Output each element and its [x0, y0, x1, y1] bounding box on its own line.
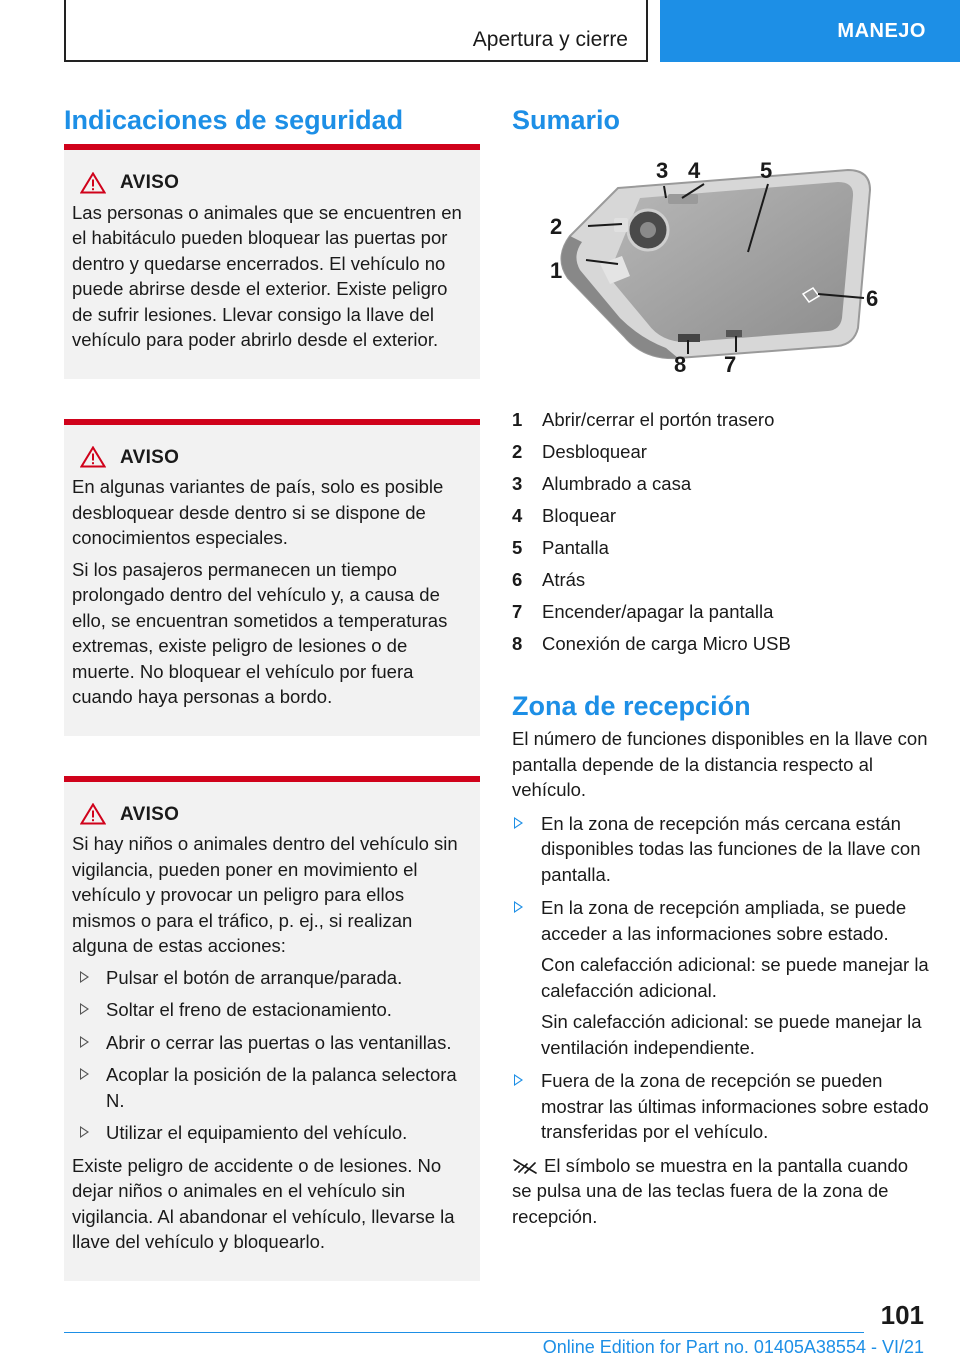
legend-number: 3: [512, 473, 523, 494]
list-item-text: Fuera de la zona de recepción se pueden mostrar las últimas informaciones sobre estado transferidas por el vehículo.: [541, 1070, 929, 1142]
bullet-triangle-icon: [80, 1126, 89, 1138]
callout-7: 7: [724, 352, 737, 377]
summary-heading: Sumario: [512, 105, 621, 135]
warning-triangle-icon: [80, 803, 106, 825]
legend-text: Alumbrado a casa: [542, 473, 692, 494]
section-title: Apertura y cierre: [472, 28, 628, 51]
legend-text: Encender/apagar la pantalla: [542, 601, 774, 622]
callout-2: 2: [550, 214, 563, 239]
warning-header: [80, 445, 472, 471]
no-signal-icon: [512, 1158, 538, 1174]
legend-row: [512, 532, 932, 564]
legend-row: [512, 436, 932, 468]
callout-4: 4: [688, 158, 701, 183]
chapter-label: MANEJO: [837, 19, 926, 42]
warning-text: Existe peligro de accidente o de lesiones. No dejar niños o animales en el vehículo sin vigilancia. Al abandonar el vehículo, llevarse la llave del vehículo y bloquearlo.: [72, 1154, 455, 1252]
legend-number: 2: [512, 441, 523, 462]
warning-box-1: [64, 144, 480, 379]
list-subparagraph: Sin calefacción adicional: se puede manejar la ventilación independiente.: [541, 1011, 922, 1058]
legend-number: 6: [512, 569, 523, 590]
legend-text: Conexión de carga Micro USB: [542, 633, 791, 654]
list-item-text: Pulsar el botón de arranque/parada.: [106, 966, 403, 988]
legend-number: 7: [512, 601, 523, 622]
warning-box-2: [64, 419, 480, 736]
legend-number: 4: [512, 505, 523, 526]
bullet-triangle-icon: [514, 901, 523, 913]
warning-label: AVISO: [120, 172, 180, 193]
bullet-triangle-icon: [514, 817, 523, 829]
legend-row: [512, 404, 932, 436]
left-column: [64, 100, 480, 1281]
list-item: [72, 1030, 472, 1056]
callout-1: 1: [550, 258, 563, 283]
callout-5: 5: [760, 158, 773, 183]
bullet-triangle-icon: [80, 1036, 89, 1048]
callout-6: 6: [866, 286, 879, 311]
warning-text: Si los pasajeros permanecen un tiempo prolongado dentro del vehículo y, a causa de ello, se encuentran sometidos a temperaturas extremas, existe peligro de lesiones o de muerte. No bloquear el vehículo por fuera cuando haya personas a bordo.: [72, 558, 448, 707]
reception-zone-list: [512, 811, 932, 1145]
warning-text: Las personas o animales que se encuentren en el habitáculo pueden bloquear las puertas por dentro y quedarse encerrados. El vehículo no puede abrirse desde el exterior. Existe peligro de sufrir lesiones. Llevar consigo la llave del vehículo para poder abrirlo desde el exterior.: [72, 201, 462, 350]
figure-legend: [512, 404, 932, 660]
list-item: [72, 1062, 472, 1113]
list-item-text: Acoplar la posición de la palanca selectora N.: [106, 1064, 457, 1111]
legend-row: [512, 468, 932, 500]
warning-label: AVISO: [120, 803, 180, 825]
legend-text: Abrir/cerrar el portón trasero: [542, 409, 775, 430]
list-item-text: En la zona de recepción ampliada, se puede acceder a las informaciones sobre estado.: [541, 897, 907, 944]
legend-text: Desbloquear: [542, 441, 647, 462]
warning-box-3: [64, 776, 480, 1281]
header-section-tab: [64, 0, 648, 62]
legend-row: [512, 500, 932, 532]
legend-text: Bloquear: [542, 505, 617, 526]
right-column: [512, 100, 932, 1229]
footer-edition: Online Edition for Part no. 01405A38554 - VI/21: [542, 1337, 924, 1357]
list-item-text: Abrir o cerrar las puertas o las ventanillas.: [106, 1031, 452, 1053]
legend-text: Atrás: [542, 569, 586, 590]
legend-number: 8: [512, 633, 523, 654]
warning-action-list: [72, 965, 472, 1146]
list-item: [72, 1120, 472, 1146]
list-item-text: Soltar el freno de estacionamiento.: [106, 999, 392, 1020]
legend-row: [512, 628, 932, 660]
list-item: [72, 997, 472, 1023]
chapter-tab: [660, 0, 960, 62]
reception-zone-heading: Zona de recepción: [512, 691, 751, 721]
bullet-triangle-icon: [514, 1074, 523, 1086]
list-item-text: Utilizar el equipamiento del vehículo.: [106, 1122, 408, 1143]
warning-text: Si hay niños o animales dentro del vehículo sin vigilancia, pueden poner en movimiento el vehículo y provocar un peligro para ellos mismos o para el tráfico, p. ej., si realizan alguna de estas acciones:: [72, 833, 458, 956]
bullet-triangle-icon: [80, 1003, 89, 1015]
callout-8: 8: [674, 352, 687, 377]
list-item: [512, 895, 932, 1060]
symbol-note: [512, 1153, 932, 1230]
warning-label: AVISO: [120, 446, 180, 468]
callout-3: 3: [656, 158, 669, 183]
bullet-triangle-icon: [80, 971, 89, 983]
safety-heading: Indicaciones de seguridad: [64, 105, 404, 135]
bullet-triangle-icon: [80, 1068, 89, 1080]
page-number: 101: [880, 1300, 924, 1330]
warning-triangle-icon: [80, 446, 106, 468]
display-key-figure: [548, 158, 888, 378]
warning-triangle-icon: [80, 172, 106, 194]
warning-text: En algunas variantes de país, solo es posible desbloquear desde dentro si se dispone de conocimientos especiales.: [72, 476, 444, 548]
footer-divider: [64, 1332, 864, 1333]
symbol-note-text: El símbolo se muestra en la pantalla cuando se pulsa una de las teclas fuera de la zona de recepción.: [512, 1154, 909, 1227]
list-item: [512, 1068, 932, 1145]
list-subparagraph: Con calefacción adicional: se puede manejar la calefacción adicional.: [541, 954, 929, 1001]
warning-header: [80, 170, 472, 196]
legend-number: 5: [512, 537, 523, 558]
list-item: [72, 965, 472, 991]
reception-zone-intro: El número de funciones disponibles en la llave con pantalla depende de la distancia respecto al vehículo.: [512, 728, 928, 800]
list-item: [512, 811, 932, 888]
list-item-text: En la zona de recepción más cercana están disponibles todas las funciones de la llave con pantalla.: [541, 812, 921, 885]
warning-header: [80, 802, 472, 828]
legend-text: Pantalla: [542, 537, 609, 558]
legend-row: [512, 564, 932, 596]
legend-row: [512, 596, 932, 628]
display-key-illustration: [548, 158, 888, 378]
legend-number: 1: [512, 409, 523, 430]
